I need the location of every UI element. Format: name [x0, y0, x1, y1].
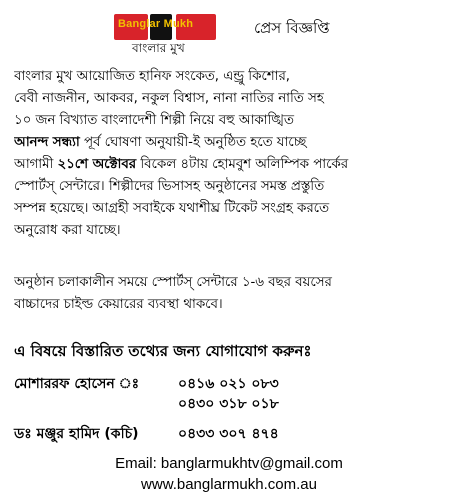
- paragraph-line: স্পোর্টস্ সেন্টারে। শিল্পীদের ভিসাসহ অনুষ্ঠানের সমস্ত প্রস্তুতি: [14, 179, 325, 194]
- footer-website[interactable]: www.banglarmukh.com.au: [141, 476, 317, 493]
- event-date: ২১শে অক্টোবর: [57, 157, 137, 172]
- paragraph-line: বাংলার মুখ আয়োজিত হানিফ সংকেত, এন্ড্রু কিশোর,: [14, 69, 291, 84]
- press-release-title: প্রেস বিজ্ঞপ্তি: [254, 19, 330, 37]
- logo-bengali-text: বাংলার মুখ: [132, 41, 185, 55]
- contact-phone-1a: ০৪১৬ ০২১ ০৮৩: [178, 376, 279, 392]
- contact-heading: এ বিষয়ে বিস্তারিত তথ্যের জন্য যোগাযোগ করুনঃ: [14, 342, 312, 360]
- paragraph-line: বেবী নাজনীন, আকবর, নকুল বিশ্বাস, নানা নাতির নাতি সহ: [14, 91, 324, 106]
- event-name: আনন্দ সন্ধ্যা: [14, 135, 80, 150]
- contact-phone-1b: ০৪৩০ ৩১৮ ০১৮: [178, 396, 279, 412]
- contact-phone-2: ০৪৩৩ ৩০৭ ৪৭৪: [178, 426, 279, 442]
- paragraph-line: ১০ জন বিখ্যাত বাংলাদেশী শিল্পী নিয়ে বহু আকাঙ্খিত: [14, 113, 294, 128]
- main-paragraph: [14, 66, 450, 242]
- paragraph-text: আগামী: [14, 157, 58, 172]
- contact-name-1: মোশাররফ হোসেন ঃ: [14, 376, 140, 392]
- paragraph-line: অনুষ্ঠান চলাকালীন সময়ে স্পোর্টস্ সেন্টারে ১-৬ বছর বয়সের: [14, 275, 332, 290]
- paragraph-line: [14, 154, 450, 176]
- banglar-mukh-logo: [114, 10, 234, 58]
- childcare-paragraph: [14, 272, 450, 316]
- paragraph-line: বাচ্চাদের চাইল্ড কেয়ারের ব্যবস্থা থাকবে।: [14, 297, 223, 312]
- footer-email[interactable]: Email: banglarmukhtv@gmail.com: [115, 455, 343, 472]
- paragraph-text: বিকেল ৪টায় হোমবুশ অলিম্পিক পার্কের: [136, 157, 349, 172]
- contact-name-2: ডঃ মঞ্জুর হামিদ (কচি): [14, 426, 139, 442]
- paragraph-line: অনুরোধ করা যাচ্ছে।: [14, 223, 121, 238]
- paragraph-line: সম্পন্ন হয়েছে। আগ্রহী সবাইকে যথাশীঘ্র টিকেট সংগ্রহ করতে: [14, 201, 329, 216]
- paragraph-line: [14, 132, 450, 154]
- logo-english-text: Banglar Mukh: [118, 18, 194, 30]
- paragraph-text: পূর্ব ঘোষণা অনুযায়ী-ই অনুষ্ঠিত হতে যাচ্ছে: [79, 135, 307, 150]
